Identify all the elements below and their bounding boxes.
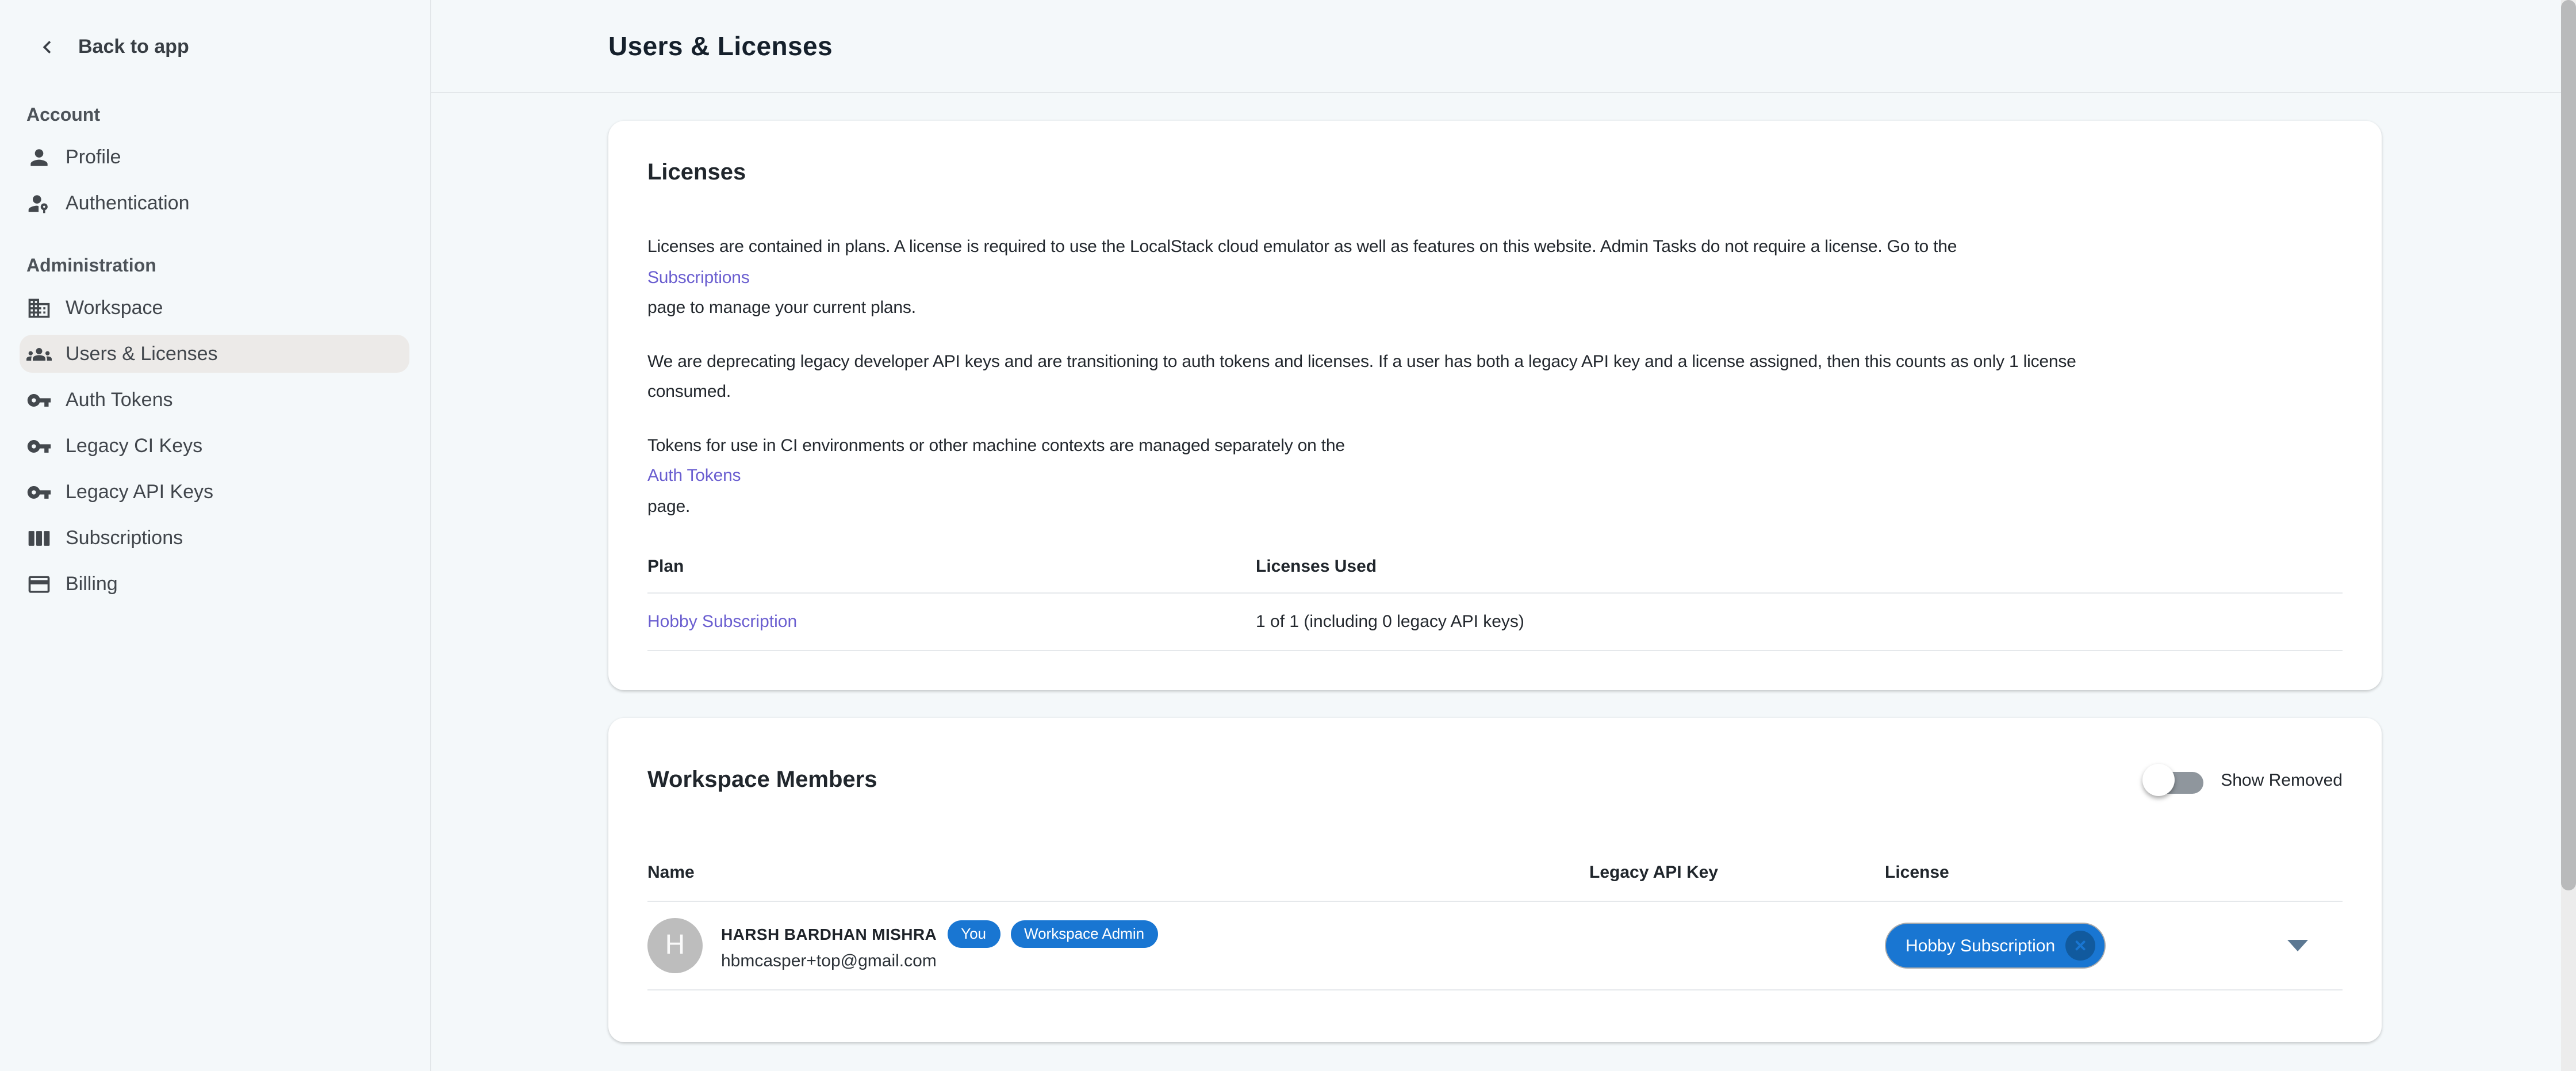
- table-row: [647, 594, 2343, 651]
- content: [431, 93, 2576, 1042]
- key-icon: [26, 433, 52, 458]
- building-icon: [26, 295, 52, 320]
- members-table-header: [647, 863, 2343, 902]
- sidebar-item-label: Profile: [66, 146, 121, 167]
- sidebar-item-profile[interactable]: [20, 138, 409, 176]
- plans-table-header: [647, 557, 2343, 594]
- workspace-members-card: [608, 718, 2382, 1042]
- sidebar-item-legacy-ci-keys[interactable]: [20, 427, 409, 465]
- licenses-paragraph-3: Tokens for use in CI environments or other machine contexts are managed separately on the: [647, 435, 1345, 455]
- sidebar-item-billing[interactable]: [20, 565, 409, 603]
- sidebar-item-label: Auth Tokens: [66, 388, 173, 410]
- page-title: Users & Licenses: [608, 30, 833, 60]
- key-icon: [26, 479, 52, 504]
- avatar: H: [647, 918, 703, 973]
- key-icon: [26, 387, 52, 412]
- sidebar-item-users-licenses[interactable]: [20, 335, 409, 373]
- licenses-used-value: 1 of 1 (including 0 legacy API keys): [1256, 612, 1524, 632]
- remove-license-icon[interactable]: ✕: [2065, 931, 2095, 961]
- member-cell: [647, 918, 1589, 973]
- license-column-header: License: [1885, 863, 1949, 882]
- show-removed-label: Show Removed: [2221, 770, 2343, 790]
- credit-card-icon: [26, 571, 52, 596]
- licenses-card-title: Licenses: [647, 160, 746, 185]
- licenses-paragraph-1: Licenses are contained in plans. A license is required to use the LocalStack cloud emulator as well as features on this website. Admin Tasks do not require a license. Go to the: [647, 237, 1957, 257]
- sidebar-item-authentication[interactable]: [20, 184, 409, 222]
- sidebar-item-label: Legacy API Keys: [66, 480, 214, 502]
- licenses-paragraph-2-end: consumed.: [647, 382, 731, 401]
- licenses-card: [608, 121, 2382, 690]
- you-badge: You: [947, 920, 1000, 948]
- sidebar-item-label: Authentication: [66, 192, 190, 213]
- sidebar-item-legacy-api-keys[interactable]: [20, 473, 409, 511]
- back-to-app-label: Back to app: [78, 36, 189, 58]
- page-header: [431, 0, 2576, 93]
- licenses-paragraph-3-end: page.: [647, 496, 691, 516]
- license-chip-label: Hobby Subscription: [1906, 936, 2056, 955]
- licenses-used-column-header: Licenses Used: [1256, 557, 1377, 576]
- person-key-icon: [26, 190, 52, 216]
- sidebar-item-label: Billing: [66, 572, 118, 594]
- sidebar-item-label: Subscriptions: [66, 526, 183, 548]
- license-chip[interactable]: [1885, 923, 2106, 969]
- license-dropdown-caret[interactable]: [2287, 940, 2308, 951]
- legacy-api-key-column-header: Legacy API Key: [1589, 863, 1718, 882]
- sidebar-item-subscriptions[interactable]: [20, 519, 409, 557]
- sidebar-item-label: Workspace: [66, 296, 163, 318]
- toggle-thumb: [2142, 764, 2175, 796]
- show-removed-toggle[interactable]: [2146, 767, 2203, 793]
- columns-icon: [26, 525, 52, 550]
- licenses-description: [647, 232, 2343, 522]
- name-column-header: Name: [647, 863, 695, 882]
- license-cell: [1885, 923, 2343, 969]
- main-area: [431, 0, 2576, 1071]
- table-row: [647, 902, 2343, 990]
- member-email: hbmcasper+top@gmail.com: [721, 951, 937, 971]
- plan-column-header: Plan: [647, 557, 684, 576]
- hobby-subscription-link[interactable]: Hobby Subscription: [647, 612, 798, 632]
- scrollbar-thumb[interactable]: [2561, 0, 2576, 890]
- auth-tokens-link[interactable]: Auth Tokens: [647, 466, 741, 485]
- member-name: HARSH BARDHAN MISHRA: [721, 925, 937, 943]
- members-table: [647, 863, 2343, 990]
- sidebar-item-label: Users & Licenses: [66, 342, 218, 364]
- licenses-paragraph-1-end: page to manage your current plans.: [647, 298, 916, 318]
- section-label-account: Account: [26, 106, 100, 125]
- back-to-app-button[interactable]: [0, 30, 430, 64]
- chevron-left-icon: [34, 35, 60, 60]
- sidebar-item-workspace[interactable]: [20, 289, 409, 327]
- sidebar-item-label: Legacy CI Keys: [66, 434, 203, 456]
- workspace-admin-badge: Workspace Admin: [1010, 920, 1158, 948]
- sidebar: [0, 0, 431, 1071]
- workspace-members-title: Workspace Members: [647, 767, 877, 792]
- sidebar-item-auth-tokens[interactable]: [20, 381, 409, 419]
- plans-table: [647, 557, 2343, 651]
- person-icon: [26, 144, 52, 170]
- section-label-administration: Administration: [26, 257, 156, 276]
- subscriptions-link[interactable]: Subscriptions: [647, 267, 750, 287]
- groups-icon: [26, 341, 52, 366]
- licenses-paragraph-2: We are deprecating legacy developer API keys and are transitioning to auth tokens and licenses. If a user has both a legacy API key and a license assigned, then this counts as only 1 license: [647, 351, 2076, 371]
- scrollbar-track[interactable]: [2561, 0, 2576, 1071]
